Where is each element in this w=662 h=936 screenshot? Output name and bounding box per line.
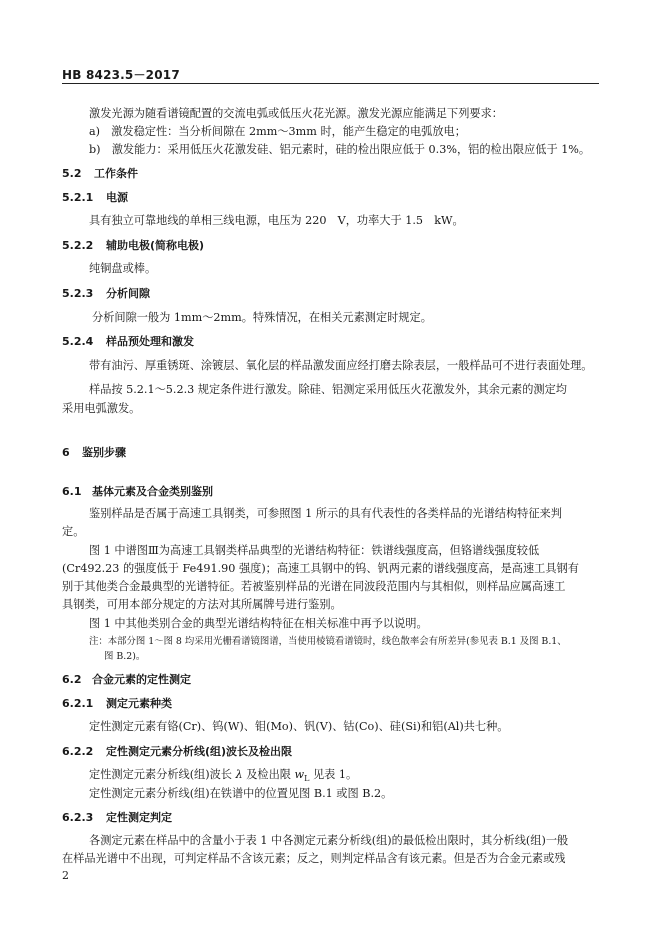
- section-title: 电源: [106, 191, 128, 204]
- paragraph-electrode: 纯铜盘或棒。: [89, 262, 157, 275]
- section-number: 6.2.1: [62, 697, 94, 710]
- note-line-1: 注：本部分图 1～图 8 均采用光栅看谱镜图谱，当使用棱镜看谱镜时，线色散率会有所差异(参见表 B.1 及图 B.1、: [89, 636, 567, 647]
- list-item-b: b) 激发能力：采用低压火花激发硅、铝元素时，硅的检出限应低于 0.3%，铝的检出限应低于 1%。: [89, 143, 591, 156]
- section-heading-6-2: [62, 673, 191, 687]
- section-heading-5-2: [62, 167, 138, 181]
- detection-limit-symbol: w: [294, 768, 305, 781]
- section-heading-6-1: [62, 485, 213, 499]
- paragraph-other-alloys: 图 1 中其他类别合金的典型光谱结构特征在相关标准中再予以说明。: [89, 617, 428, 630]
- section-title: 分析间隙: [106, 287, 150, 300]
- section-number: 6.2.2: [62, 745, 94, 758]
- section-number: 5.2.4: [62, 335, 94, 348]
- section-number: 6.2.3: [62, 811, 94, 824]
- paragraph-power-supply: 具有独立可靠地线的单相三线电源，电压为 220 V，功率大于 1.5 kW。: [89, 214, 464, 227]
- section-number: 6.1: [62, 485, 82, 498]
- paragraph-spectrum-line-4: 具钢类，可用本部分规定的方法对其所属牌号进行鉴别。: [62, 598, 342, 611]
- paragraph-excitation-source: 激发光源为随看谱镜配置的交流电弧或低压火花光源。激发光源应能满足下列要求：: [89, 107, 503, 120]
- paragraph-judgement-line-1: 各测定元素在样品中的含量小于表 1 中各测定元素分析线(组)的最低检出限时，其分析线(组)一般: [89, 834, 569, 847]
- section-heading-5-2-1: [62, 191, 128, 205]
- header-rule: [62, 83, 599, 84]
- section-title: 基体元素及合金类别鉴别: [92, 485, 213, 498]
- section-number: 5.2.2: [62, 239, 94, 252]
- section-number: 6: [62, 446, 70, 459]
- section-title: 工作条件: [94, 167, 138, 180]
- paragraph-element-types: 定性测定元素有铬(Cr)、钨(W)、钼(Mo)、钒(V)、钴(Co)、硅(Si)和铝(Al)共七种。: [89, 720, 509, 733]
- paragraph-wavelength-detection: [89, 768, 357, 786]
- section-title: 定性测定判定: [106, 811, 172, 824]
- text-segment: 见表 1。: [309, 768, 358, 781]
- section-number: 5.2: [62, 167, 82, 180]
- section-heading-6-2-1: [62, 697, 172, 711]
- section-number: 5.2.3: [62, 287, 94, 300]
- text-segment: 定性测定元素分析线(组)波长: [89, 768, 236, 781]
- section-title: 样品预处理和激发: [106, 335, 194, 348]
- section-title: 测定元素种类: [106, 697, 172, 710]
- paragraph-spectrum-line-2: (Cr492.23 的强度低于 Fe491.90 强度)；高速工具钢中的钨、钒两元素的谱线强度高，是高速工具钢有: [62, 562, 579, 575]
- section-heading-5-2-2: [62, 239, 204, 253]
- paragraph-judgement-line-2: 在样品光谱中不出现，可判定样品不含该元素；反之，则判定样品含有该元素。但是否为合金元素或残: [62, 852, 566, 865]
- section-heading-6-2-3: [62, 811, 172, 825]
- section-number: 6.2: [62, 673, 82, 686]
- note-line-2: 图 B.2)。: [104, 651, 146, 662]
- section-heading-5-2-4: [62, 335, 194, 349]
- detection-limit-subscript: L: [304, 774, 310, 784]
- list-item-a: a) 激发稳定性：当分析间隙在 2mm～3mm 时，能产生稳定的电弧放电；: [89, 125, 466, 138]
- standard-header: HB 8423.5－2017: [62, 68, 180, 82]
- paragraph-excitation-line-2: 采用电弧激发。: [62, 402, 141, 415]
- lambda-symbol: λ: [235, 768, 243, 781]
- section-title: 辅助电极(简称电极): [106, 239, 205, 252]
- page-number: 2: [62, 869, 69, 882]
- paragraph-identify-line-1: 鉴别样品是否属于高速工具钢类，可参照图 1 所示的具有代表性的各类样品的光谱结构特征来判: [89, 507, 562, 520]
- paragraph-excitation-line-1: 样品按 5.2.1～5.2.3 规定条件进行激发。除硅、铝测定采用低压火花激发外，其余元素的测定均: [89, 383, 567, 396]
- section-title: 定性测定元素分析线(组)波长及检出限: [106, 745, 293, 758]
- paragraph-spectrum-line-1: 图 1 中谱图Ⅲ为高速工具钢类样品典型的光谱结构特征：铁谱线强度高，但铬谱线强度较低: [89, 544, 540, 557]
- paragraph-spectrum-line-3: 别于其他类合金最典型的光谱特征。若被鉴别样品的光谱在同波段范围内与其相似，则样品应属高速工: [62, 580, 566, 593]
- text-segment: 及检出限: [242, 768, 295, 781]
- section-heading-5-2-3: [62, 287, 150, 301]
- section-title: 合金元素的定性测定: [92, 673, 191, 686]
- section-heading-6: [62, 446, 126, 460]
- section-title: 鉴别步骤: [82, 446, 126, 459]
- paragraph-identify-line-2: 定。: [62, 525, 85, 538]
- paragraph-pretreatment: 带有油污、厚重锈斑、涂镀层、氧化层的样品激发面应经打磨去除表层，一般样品可不进行表面处理。: [89, 359, 593, 372]
- section-heading-6-2-2: [62, 745, 292, 759]
- paragraph-iron-spectrum-position: 定性测定元素分析线(组)在铁谱中的位置见图 B.1 或图 B.2。: [89, 787, 393, 800]
- paragraph-analysis-gap: 分析间隙一般为 1mm～2mm。特殊情况，在相关元素测定时规定。: [92, 311, 432, 324]
- section-number: 5.2.1: [62, 191, 94, 204]
